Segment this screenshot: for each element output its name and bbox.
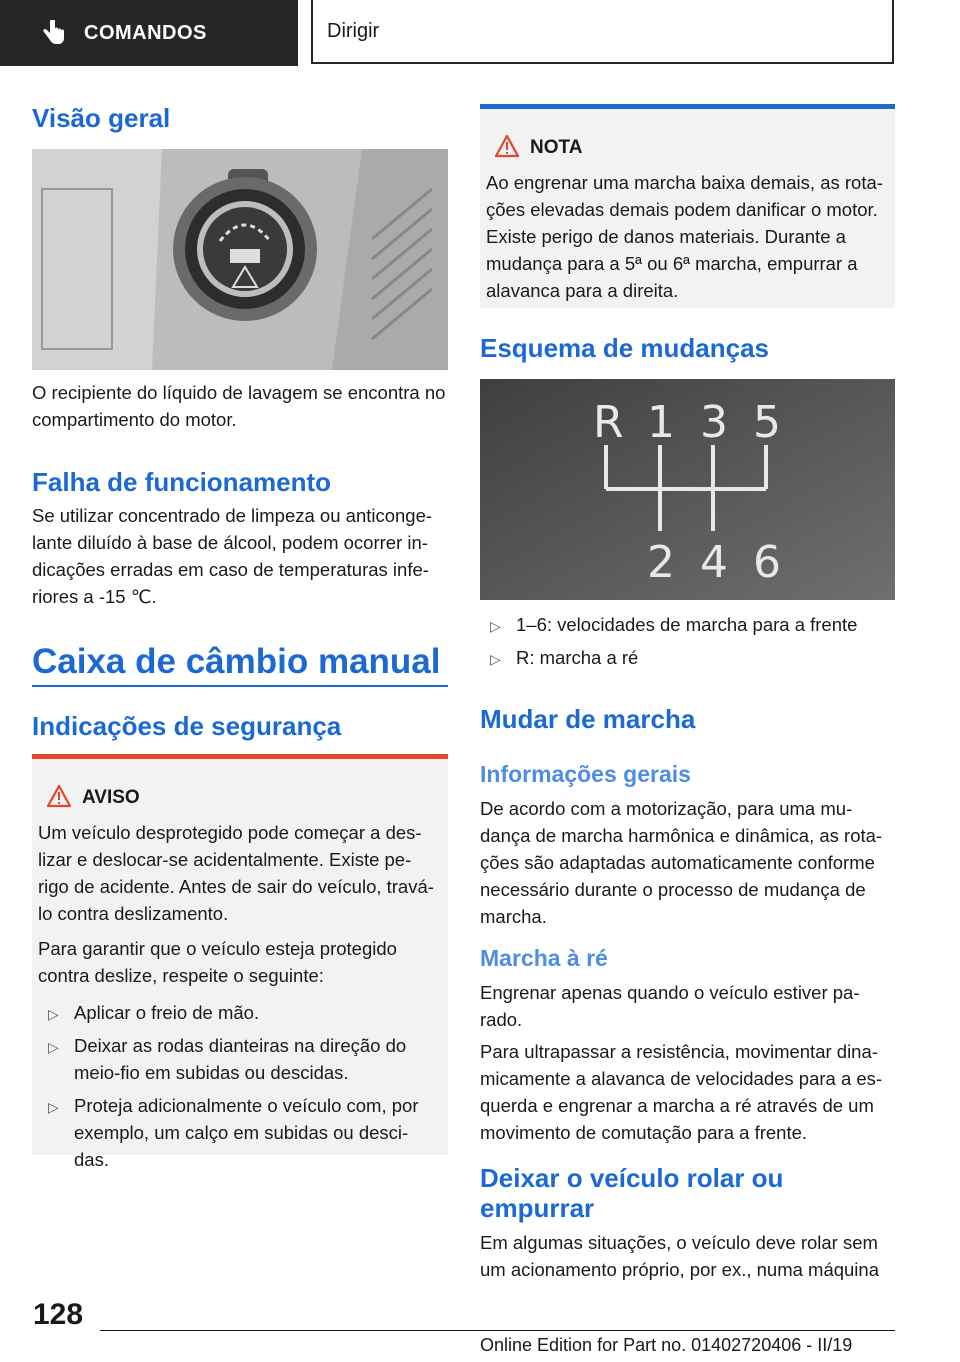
- gear-label-5: 5: [753, 397, 781, 448]
- subsection-label: Dirigir: [327, 19, 380, 42]
- overview-title: Visão geral: [32, 103, 171, 133]
- washer-fluid-image: [32, 149, 448, 370]
- bullet-triangle-icon: ▷: [490, 618, 501, 634]
- list-item: ▷ Aplicar o freio de mão.: [38, 999, 434, 1026]
- roll-title-line2: empurrar: [480, 1193, 595, 1223]
- touch-hand-icon: [42, 20, 82, 46]
- warning-text-1: Um veículo desprotegido pode começar a deslizar e deslocar-se acidentalmente. Existe perigo de acidente. Antes de sair do veículo, travá-lo contra deslizamento.: [38, 822, 434, 924]
- warning-triangle-icon: [494, 134, 524, 163]
- reverse-title: Marcha à ré: [480, 945, 608, 971]
- gear-label-4: 4: [700, 537, 728, 588]
- malfunction-title: Falha de funcionamento: [32, 467, 332, 497]
- shift-list: [480, 611, 895, 671]
- chapter-rule: [32, 685, 448, 687]
- shift-title: Esquema de mudanças: [480, 333, 769, 363]
- gear-label-2: 2: [647, 537, 675, 588]
- change-gear-title: Mudar de marcha: [480, 704, 696, 734]
- gear-label-6: 6: [753, 537, 781, 588]
- bullet-triangle-icon: ▷: [48, 1006, 59, 1022]
- section-tab: [0, 0, 298, 66]
- general-info-text: De acordo com a motorização, para uma mudança de marcha harmônica e dinâmica, as rotações são adaptadas automaticamente conforme necessário durante o processo de mudança de marcha.: [480, 798, 883, 927]
- warning-label: AVISO: [82, 787, 140, 808]
- subsection-tab: [311, 0, 894, 64]
- gear-label-1: 1: [647, 397, 675, 448]
- page-number: 128: [33, 1298, 84, 1331]
- gear-label-3: 3: [700, 397, 728, 448]
- list-item: ▷ R: marcha a ré: [480, 644, 895, 671]
- list-item: ▷ 1–6: velocidades de marcha para a frente: [480, 611, 895, 638]
- bullet-triangle-icon: ▷: [490, 651, 501, 667]
- safety-title: Indicações de segurança: [32, 711, 342, 741]
- footer-rule: [100, 1330, 895, 1331]
- edition-text: Online Edition for Part no. 01402720406 - II/19: [480, 1335, 853, 1355]
- general-info-title: Informações gerais: [480, 761, 691, 787]
- bullet-triangle-icon: ▷: [48, 1099, 59, 1115]
- warning-list: [38, 999, 434, 1173]
- washer-fluid-cap-icon: [32, 149, 448, 370]
- warning-text-2: Para garantir que o veículo esteja protegido contra deslize, respeite o seguinte:: [38, 938, 397, 986]
- note-text: Ao engrenar uma marcha baixa demais, as rotações elevadas demais podem danificar o motor. Existe perigo de danos materiais. Durante a mudança para a 5ª ou 6ª marcha, empurrar a alavanca para a direita.: [486, 172, 883, 301]
- warning-triangle-icon: [46, 784, 76, 813]
- malfunction-text: Se utilizar concentrado de limpeza ou anticongelante diluído à base de álcool, podem ocorrer indicações erradas em caso de temperaturas inferiores a -15 ℃.: [32, 505, 433, 607]
- list-item: ▷ Proteja adicionalmente o veículo com, por exemplo, um calço em subidas ou descidas.: [48, 1095, 419, 1170]
- bullet-triangle-icon: ▷: [48, 1039, 59, 1055]
- roll-title-line1: Deixar o veículo rolar ou: [480, 1163, 784, 1193]
- gear-label-r: R: [593, 397, 624, 448]
- chapter-title: Caixa de câmbio manual: [32, 642, 441, 681]
- warning-header: [38, 783, 434, 813]
- section-label: COMANDOS: [84, 21, 207, 44]
- reverse-text-2: Para ultrapassar a resistência, movimentar dinamicamente a alavanca de velocidades para a esquerda e engrenar a marcha a ré através de um movimento de comutação para a frente.: [480, 1041, 883, 1143]
- shift-pattern-image: [480, 379, 895, 600]
- note-label: NOTA: [530, 137, 583, 158]
- roll-text: Em algumas situações, o veículo deve rolar sem um acionamento próprio, por ex., numa máquina: [480, 1232, 879, 1280]
- note-box: [480, 104, 895, 308]
- shift-pattern-icon: [480, 379, 895, 600]
- reverse-text-1: Engrenar apenas quando o veículo estiver parado.: [480, 982, 860, 1030]
- warning-box: [32, 754, 448, 1170]
- list-item: ▷ Deixar as rodas dianteiras na direção do meio-fio em subidas ou descidas.: [48, 1035, 407, 1083]
- note-header: [486, 133, 887, 163]
- image-caption: O recipiente do líquido de lavagem se encontra no compartimento do motor.: [32, 382, 446, 430]
